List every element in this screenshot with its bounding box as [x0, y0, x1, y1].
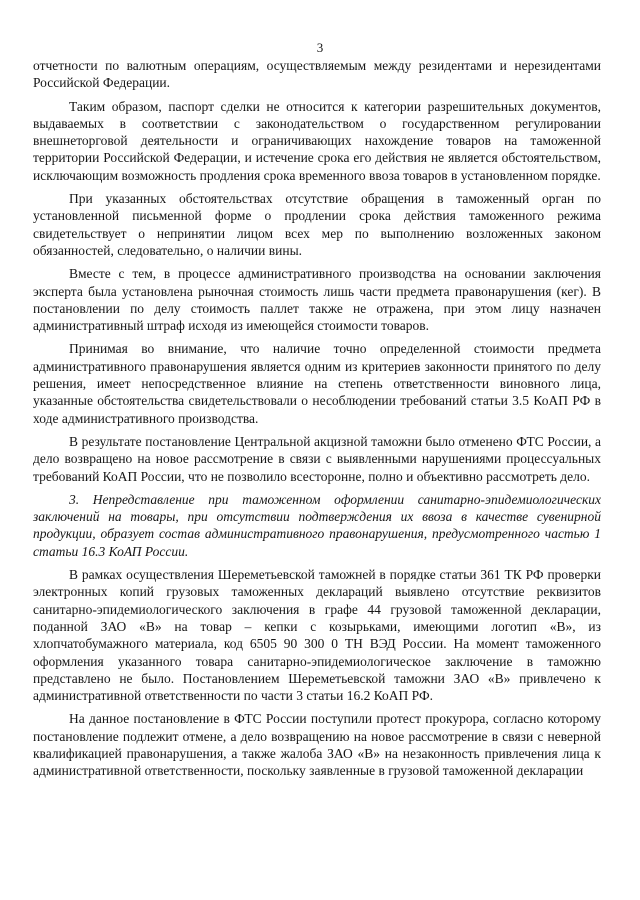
paragraph-5: Принимая во внимание, что наличие точно определенной стоимости предмета административного правонарушения является одним из критериев законности принятого по делу решения, имеет непосредственное влияние на степень ответственности виновного лица, указанные обстоятельства свидетельствовали о несоблюдении требований статьи 3.5 КоАП РФ в ходе административного производства.	[33, 341, 601, 426]
section-heading-3: 3. Непредставление при таможенном оформлении санитарно-эпидемиологических заключений на товары, при отсутствии подтверждения их ввоза в качестве сувенирной продукции, образует состав административного правонарушения, предусмотренного частью 1 статьи 16.3 КоАП России.	[33, 491, 601, 559]
paragraph-9: На данное постановление в ФТС России поступили протест прокурора, согласно которому постановление подлежит отмене, а дело возвращению на новое рассмотрение в связи с неверной квалификацией правонарушения, а также жалоба ЗАО «В» на незаконность привлечения лица к административной ответственности, поскольку заявленные в грузовой таможенной декларации	[33, 711, 601, 779]
paragraph-6: В результате постановление Центральной акцизной таможни было отменено ФТС России, а дело возвращено на новое рассмотрение в связи с выявленными нарушениями процессуальных требований КоАП России, что не позволило всесторонне, полно и объективно рассмотреть дело.	[33, 433, 601, 484]
paragraph-4: Вместе с тем, в процессе административного производства на основании заключения эксперта была установлена рыночная стоимость лишь части предмета правонарушения (кег). В постановлении по делу стоимость паллет также не отражена, при этом лицу назначен административный штраф исходя из имеющейся стоимости товаров.	[33, 266, 601, 334]
paragraph-3: При указанных обстоятельствах отсутствие обращения в таможенный орган по установленной письменной форме о продлении срока действия таможенного режима свидетельствует о непринятии лицом всех мер по выполнению возложенных законом обязанностей, следовательно, о наличии вины.	[33, 191, 601, 258]
paragraph-8: В рамках осуществления Шереметьевской таможней в порядке статьи 361 ТК РФ проверки электронных копий грузовых таможенных деклараций выявлено отсутствие реквизитов санитарно-эпидемиологического заключения в графе 44 грузовой таможенной декларации, поданной ЗАО «В» на товар – кепки с козырьками, имеющими логотип «В», из хлопчатобумажного материала, код 6505 90 300 0 ТН ВЭД России. На момент таможенного оформления указанного товара санитарно-эпидемиологическое заключение в таможню представлено не было. Постановлением Шереметьевской таможни ЗАО «В» привлечено к административной ответственности по части 3 статьи 16.2 КоАП РФ.	[33, 567, 601, 704]
page-number: 3	[316, 40, 324, 55]
paragraph-2: Таким образом, паспорт сделки не относится к категории разрешительных документов, выдаваемых в соответствии с законодательством о государственном регулировании внешнеторговой деятельности и ограничивающих нахождение товаров на таможенной территории Российской Федерации, и истечение срока его действия не является обстоятельством, исключающим возможность продления срока временного ввоза товаров в установленном порядке.	[33, 98, 601, 183]
document-body	[33, 57, 601, 786]
paragraph-1: отчетности по валютным операциям, осуществляемым между резидентами и нерезидентами Российской Федерации.	[33, 58, 601, 91]
